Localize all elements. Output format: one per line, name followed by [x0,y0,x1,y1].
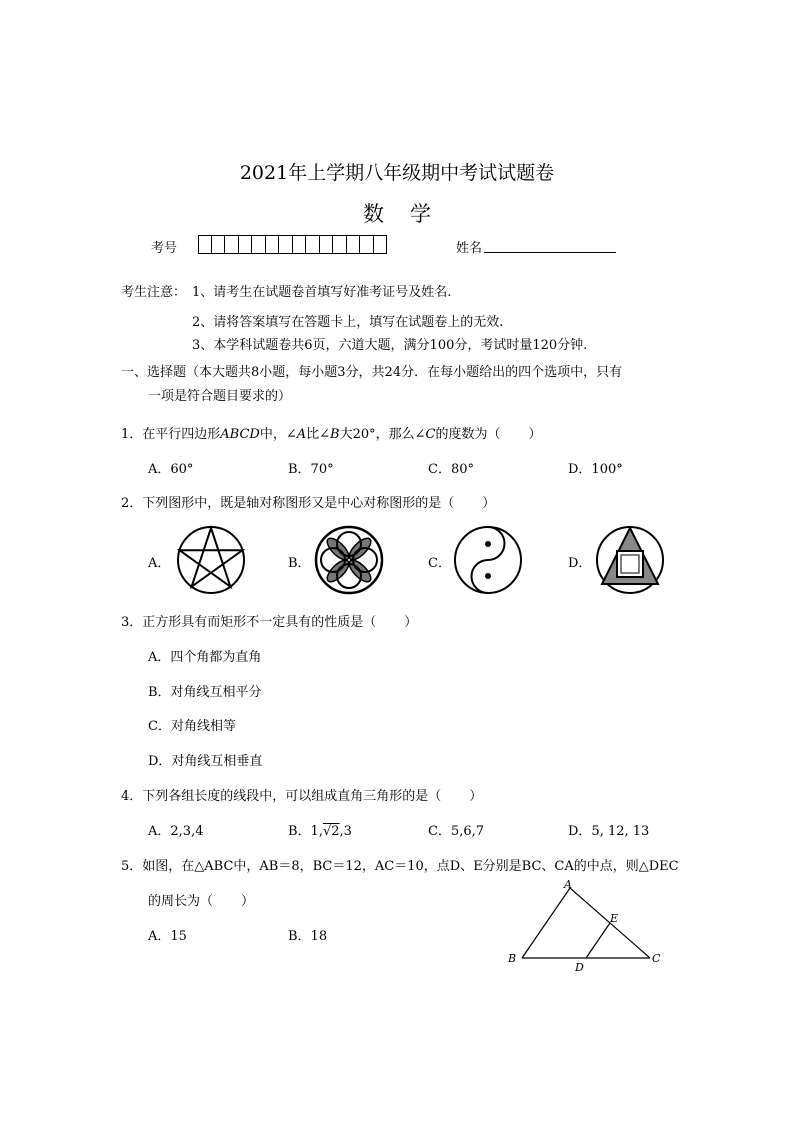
section-heading: 一、选择题（本大题共8小题，每小题3分，共24分．在每小题给出的四个选项中，只有 [121,365,623,380]
q4-option-a: A．2,3,4 [148,824,204,839]
triangle-square-figure [594,524,666,596]
subject-title: 数学 [363,202,457,226]
q2-label-a: A． [148,556,171,571]
q2-label-b: B． [288,556,311,571]
label-e: E [610,912,619,925]
label-a: A [564,878,572,891]
q1-option-b: B．70° [288,462,334,477]
name-field[interactable] [484,252,616,253]
q3-option-b: B．对角线互相平分 [148,685,262,700]
q1-option-d: D．100° [568,462,623,477]
question-5-cont: 的周长为（ ） [148,894,255,909]
kaohao-label: 考号 [151,241,178,256]
name-label: 姓名 [456,241,483,256]
q5-option-b: B．18 [288,929,328,944]
label-b: B [508,952,517,965]
petal-figure [313,524,385,596]
notice-item-2: 2、请将答案填写在答题卡上，填写在试题卷上的无效. [192,315,504,330]
q4-option-b: B．1,√2,3 [288,824,352,839]
q3-option-d: D．对角线互相垂直 [148,754,263,769]
label-d: D [575,961,584,974]
q3-option-c: C．对角线相等 [148,719,236,734]
q4-option-d: D．5, 12, 13 [568,824,650,839]
q3-option-a: A．四个角都为直角 [148,650,262,665]
section-heading-cont: 一项是符合题目要求的） [148,389,292,404]
question-4: 4．下列各组长度的线段中，可以组成直角三角形的是（ ） [121,789,483,804]
triangle-abc-figure [500,876,675,976]
q2-label-d: D． [568,556,592,571]
question-1: 1．在平行四边形ABCD中，∠A比∠B大20°，那么∠C的度数为（ ） [121,427,542,442]
notice-item-1: 1、请考生在试题卷首填写好准考证号及姓名. [192,285,452,300]
notice-label: 考生注意： [121,285,187,300]
q1-option-c: C．80° [428,462,474,477]
kaohao-boxes[interactable] [198,235,387,254]
question-5: 5．如图，在△ABC中，AB＝8，BC＝12，AC＝10，点D、E分别是BC、CA的中点，则△DEC [121,859,679,874]
label-c: C [652,952,661,965]
q4-option-c: C．5,6,7 [428,824,485,839]
pentagram-figure [175,524,247,596]
q5-option-a: A．15 [148,929,187,944]
q1-option-a: A．60° [148,462,194,477]
question-2: 2．下列图形中，既是轴对称图形又是中心对称图形的是（ ） [121,496,496,511]
notice-item-3: 3、本学科试题卷共6页，六道大题，满分100分，考试时量120分钟. [192,338,588,353]
q2-label-c: C． [428,556,451,571]
exam-title: 2021年上学期八年级期中考试试题卷 [239,162,555,184]
question-3: 3．正方形具有而矩形不一定具有的性质是（ ） [121,615,418,630]
yin-yang-figure [452,524,524,596]
